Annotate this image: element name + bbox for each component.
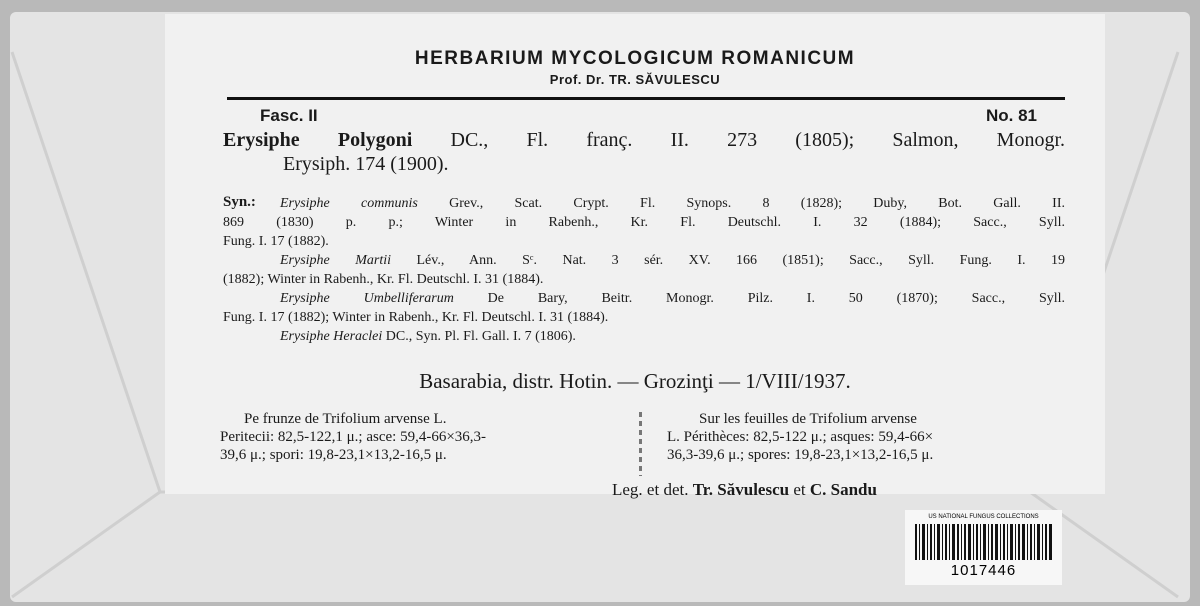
synonym-text: 869 (1830) p. p.; Winter in Rabenh., Kr. Fl. Deutschl. I. 32 (1884); Sacc., Syll. bbox=[223, 215, 1065, 230]
synonym-1 bbox=[223, 194, 1066, 251]
barcode-label bbox=[905, 510, 1062, 585]
synonym-text: De Bary, Beitr. Monogr. Pilz. I. 50 (1870); Sacc., Syll. bbox=[487, 291, 1066, 306]
synonym-text: Lév., Ann. Sᶜ. Nat. 3 sér. XV. 166 (1851); Sacc., Syll. Fung. I. 19 bbox=[416, 253, 1066, 268]
description-romanian bbox=[220, 410, 486, 464]
synonym-name: Erysiphe Heraclei bbox=[280, 329, 383, 344]
species-citation-line1: DC., Fl. franç. II. 273 (1805); Salmon, Monogr. bbox=[450, 129, 1066, 151]
collection-locality: Basarabia, distr. Hotin. — Grozinţi — 1/VIII/1937. bbox=[419, 369, 851, 393]
synonym-name: Erysiphe Umbelliferarum bbox=[280, 291, 454, 306]
herbarium-title: HERBARIUM MYCOLOGICUM ROMANICUM bbox=[414, 48, 856, 69]
description-line: Sur les feuilles de Trifolium arvense bbox=[699, 411, 917, 427]
herbarium-label bbox=[165, 14, 1105, 499]
description-line: Peritecii: 82,5-122,1 μ.; asce: 59,4-66×36,3- bbox=[220, 429, 487, 445]
synonym-text: DC., Syn. Pl. Fl. Gall. I. 7 (1806). bbox=[385, 329, 576, 344]
description-line: L. Périthèces: 82,5-122 μ.; asques: 59,4-66× bbox=[667, 429, 934, 445]
description-french bbox=[667, 410, 933, 464]
fascicle-number: Fasc. II bbox=[260, 106, 318, 125]
synonyms-label: Syn.: bbox=[223, 194, 256, 210]
species-citation bbox=[223, 130, 1065, 151]
synonym-name: Erysiphe Martii bbox=[280, 253, 392, 268]
collector-prefix: Leg. et det. bbox=[612, 480, 689, 499]
synonym-text: Fung. I. 17 (1882); Winter in Rabenh., Kr. Fl. Deutschl. I. 31 (1884). bbox=[223, 310, 609, 325]
barcode-collection: US NATIONAL FUNGUS COLLECTIONS bbox=[928, 514, 1039, 520]
header-rule bbox=[227, 97, 1065, 100]
collector-name-2: C. Sandu bbox=[809, 480, 877, 499]
collector-and: et bbox=[793, 480, 806, 499]
specimen-number: No. 81 bbox=[985, 106, 1037, 125]
synonym-text: (1882); Winter in Rabenh., Kr. Fl. Deutschl. I. 31 (1884). bbox=[223, 272, 544, 287]
species-name: Erysiphe Polygoni bbox=[223, 129, 413, 151]
column-divider bbox=[639, 412, 642, 476]
synonym-name: Erysiphe communis bbox=[280, 196, 418, 211]
collector-name-1: Tr. Săvulescu bbox=[692, 480, 790, 499]
description-line: 36,3-39,6 μ.; spores: 19,8-23,1×13,2-16,5 μ. bbox=[667, 447, 934, 463]
herbarium-curator: Prof. Dr. TR. SĂVULESCU bbox=[549, 72, 721, 87]
synonym-text: Grev., Scat. Crypt. Fl. Synops. 8 (1828); Duby, Bot. Gall. II. bbox=[449, 196, 1066, 211]
collector-line bbox=[612, 480, 877, 500]
synonym-text: Fung. I. 17 (1882). bbox=[223, 234, 329, 249]
synonym-4 bbox=[280, 327, 1065, 346]
synonym-2 bbox=[223, 251, 1066, 289]
barcode-icon bbox=[915, 524, 1052, 560]
description-line: 39,6 μ.; spori: 19,8-23,1×13,2-16,5 μ. bbox=[220, 447, 447, 463]
species-citation-line2: Erysiph. 174 (1900). bbox=[283, 153, 449, 175]
description-line: Pe frunze de Trifolium arvense L. bbox=[244, 411, 447, 427]
barcode-number: 1017446 bbox=[950, 562, 1017, 579]
synonym-3 bbox=[223, 289, 1066, 327]
